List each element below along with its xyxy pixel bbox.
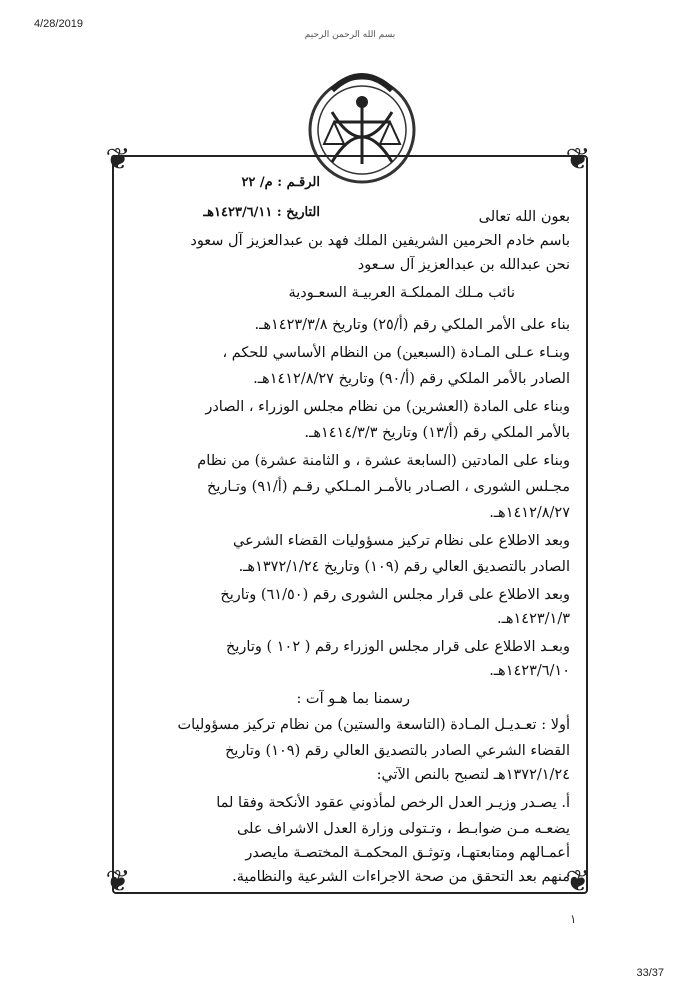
text-line: أ. يصـدر وزيـر العدل الرخص لمأذوني عقود الأنكحة وفقا لما (216, 795, 570, 811)
text-line: وبناء على المادتين (السابعة عشرة ، و الثامنة عشرة) من نظام (197, 453, 570, 469)
header-basmala: بسم الله الرحمن الرحيم (304, 30, 396, 40)
text-line: أولا : تعـديـل المـادة (التاسعة والستين) من نظام تركيز مسؤوليات (177, 717, 570, 733)
text-line: وبناء على المادة (العشرين) من نظام مجلس الوزراء ، الصادر (205, 399, 570, 415)
ornament-corner-icon: ❦ (105, 142, 131, 177)
text-line: نحن عبدالله بن عبدالعزيز آل سـعود (357, 257, 570, 273)
text-line: منهم بعد التحقق من صحة الاجراءات الشرعية والنظامية. (232, 869, 570, 885)
print-date: 4/28/2019 (34, 18, 83, 30)
text-line: بناء على الأمر الملكي رقم (أ/٢٥) وتاريخ ١٤٢٣/٣/٨هـ. (254, 317, 570, 333)
text-line: ١٣٧٢/١/٢٤هـ لتصبح بالنص الآتي: (376, 767, 570, 783)
ornament-corner-icon: ❦ (565, 864, 591, 899)
text-line: وبنـاء عـلى المـادة (السبعين) من النظام الأساسي للحكم ، (222, 345, 570, 361)
text-line: بعون الله تعالى (478, 209, 570, 225)
text-line: وبعـد الاطلاع على قرار مجلس الوزراء رقم ( ١٠٢ ) وتاريخ (226, 639, 570, 655)
ornament-corner-icon: ❦ (565, 142, 591, 177)
text-line: بالأمر الملكي رقم (أ/١٣) وتاريخ ١٤١٤/٣/٣هـ. (304, 425, 570, 441)
text-line: أعمـالهم ومتابعتهـا، وتوثـق المحكمـة المختصـة مايصدر (245, 845, 570, 861)
text-line: وبعد الاطلاع على نظام تركيز مسؤوليات القضاء الشرعي (233, 533, 570, 549)
text-line: الصادر بالأمر الملكي رقم (أ/٩٠) وتاريخ ١٤١٢/٨/٢٧هـ. (253, 371, 570, 387)
text-line: رسمنا بما هـو آت : (296, 691, 410, 707)
text-line: باسم خادم الحرمين الشريفين الملك فهد بن عبدالعزيز آل سعود (190, 233, 570, 249)
text-line: الصادر بالتصديق العالي رقم (١٠٩) وتاريخ ١٣٧٢/١/٢٤هـ. (238, 559, 570, 575)
text-line: ١٤٢٣/٦/١٠هـ. (489, 663, 570, 679)
text-line: ١٤١٢/٨/٢٧هـ. (489, 505, 570, 521)
text-line: القضاء الشرعي الصادر بالتصديق العالي رقم (١٠٩) وتاريخ (225, 743, 570, 759)
reference-number: الرقـم : م/ ٢٢ (241, 175, 320, 190)
text-line: وبعد الاطلاع على قرار مجلس الشورى رقم (٦١/٥٠) وتاريخ (220, 587, 570, 603)
text-line: يضعـه مـن ضوابـط ، وتـتولى وزارة العدل الاشراف على (236, 821, 570, 837)
page-counter: 33/37 (636, 967, 664, 979)
ornament-corner-icon: ❦ (105, 864, 131, 899)
text-line: مجـلس الشورى ، الصـادر بالأمـر المـلكي رقـم (أ/٩١) وتـاريخ (206, 479, 570, 495)
text-line: ١٤٢٣/١/٣هـ. (496, 611, 570, 627)
page-number: ١ (570, 912, 577, 926)
reference-date: التاريخ : ١٤٢٣/٦/١١هـ (203, 205, 320, 220)
text-line: نائب مـلك المملكـة العربيـة السعـودية (288, 285, 515, 301)
